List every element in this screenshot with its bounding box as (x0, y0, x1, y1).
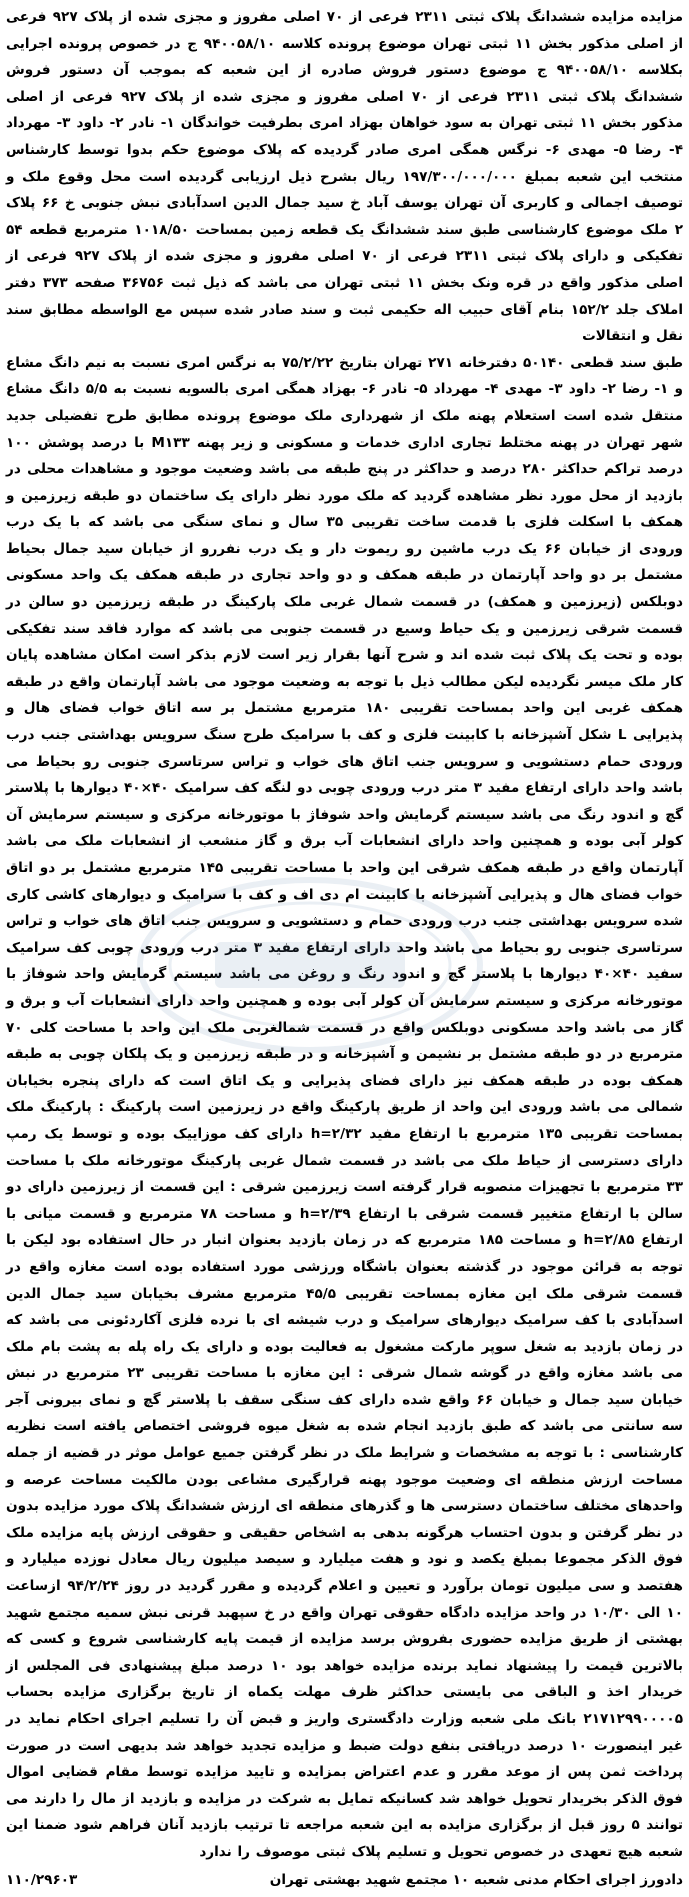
notice-footer (6, 1867, 683, 1893)
notice-body-text: مزایده مزایده ششدانگ پلاک ثبتی ۲۳۱۱ فرعی از ۷۰ اصلی مفروز و مجزی شده از پلاک ۹۲۷ فرعی از اصلی مذکور بخش ۱۱ ثبتی تهران موضوع پرونده کلاسه ۹۴۰۰۵۸/۱۰ ج در خصوص پرونده اجرایی بکلاسه ۹۴۰۰۵۸/۱۰ ج موضوع دستور فروش صادره از این شعبه که بموجب آن دستور فروش ششدانگ پلاک ثبتی ۲۳۱۱ فرعی از ۷۰ اصلی مفروز و مجزی شده از پلاک ۹۲۷ فرعی از اصلی مذکور بخش ۱۱ ثبتی تهران به سود خواهان بهزاد امری بطرفیت خواندگان ۱- نادر ۲- داود ۳- مهرداد ۴- رضا ۵- مهدی ۶- نرگس همگی امری صادر گردیده که پلاک موضوع حکم بدوا توسط کارشناس منتخب این شعبه بمبلغ ۱۹۷/۳۰۰/۰۰۰/۰۰۰ ریال بشرح ذیل ارزیابی گردیده است محل وقوع ملک و توصیف اجمالی و کاربری آن تهران یوسف آباد خ سید جمال الدین اسدآبادی نبش جنوبی خ ۶۶ پلاک ۲ ملک موضوع کارشناسی طبق سند ششدانگ یک قطعه زمین بمساحت ۱۰۱۸/۵۰ مترمربع قطعه ۵۴ تفکیکی و دارای پلاک ثبتی ۲۳۱۱ فرعی از ۷۰ اصلی مفروز و مجزی شده از پلاک ۹۲۷ فرعی از اصلی مذکور واقع در قره ونک بخش ۱۱ ثبتی تهران می باشد که ذیل ثبت ۳۶۷۵۶ صفحه ۳۷۳ دفتر املاک جلد ۱۵۲/۲ بنام آقای حبیب اله حکیمی ثبت و سند صادر شده سپس مع الواسطه مطابق سند نقل و انتقالات طبق سند قطعی ۵۰۱۴۰ دفترخانه ۲۷۱ تهران بتاریخ ۷۵/۲/۲۲ به نرگس امری نسبت به نیم دانگ مشاع و ۱- رضا ۲- داود ۳- مهدی ۴- مهرداد ۵- نادر ۶- بهزاد همگی امری بالسویه نسبت به ۵/۵ دانگ مشاع منتقل شده است استعلام پهنه ملک از شهرداری ملک موضوع پرونده مطابق طرح تفضیلی جدید شهر تهران در پهنه مختلط تجاری اداری خدمات و مسکونی و زیر پهنه M۱۳۳ با درصد پوشش ۱۰۰ درصد تراکم حداکثر ۲۸۰ درصد و حداکثر در پنج طبقه می باشد وضعیت موجود و مشاهدات محلی در بازدید از محل مورد نظر مشاهده گردید که ملک مورد نظر دارای یک ساختمان دو طبقه زیرزمین و همکف با اسکلت فلزی با قدمت ساخت تقریبی ۳۵ سال و نمای سنگی می باشد که با یک درب ورودی از خیابان ۶۶ یک درب ماشین رو ریموت دار و یک درب نفررو از خیابان سید جمال بحیاط مشتمل بر دو واحد آپارتمان در طبقه همکف و دو واحد تجاری در طبقه همکف یک واحد مسکونی دوبلکس (زیرزمین و همکف) در قسمت شمال غربی ملک پارکینگ در طبقه زیرزمین دو سالن در قسمت شرقی زیرزمین و یک حیاط وسیع در قسمت جنوبی می باشد که موارد فاقد سند تفکیکی بوده و تحت یک پلاک ثبت شده اند و شرح آنها بقرار زیر است لازم بذکر است امکان مشاهده پایان کار ملک میسر نگردیده لیکن مطالب ذیل با توجه به وضعیت موجود می باشد آپارتمان واقع در طبقه همکف غربی این واحد بمساحت تقریبی ۱۸۰ مترمربع مشتمل بر سه اتاق خواب فضای هال و پذیرایی L شکل آشپزخانه با کابینت فلزی و کف با سرامیک طرح سنگ سرویس بهداشتی جنب درب ورودی حمام دستشویی و سرویس جنب اتاق های خواب و تراس سرتاسری جنوبی رو بحیاط می باشد واحد دارای ارتفاع مفید ۳ متر درب ورودی چوبی دو لنگه کف سرامیک ۴۰×۴۰ دیوارها با پلاستر گچ و اندود رنگ می باشد سیستم گرمایش واحد شوفاژ با موتورخانه مرکزی و سیستم سرمایش آن کولر آبی بوده و همچنین واحد دارای انشعابات آب برق و گاز منشعب از انشعابات ملک می باشد آپارتمان واقع در طبقه همکف شرقی این واحد با مساحت تقریبی ۱۴۵ مترمربع مشتمل بر دو اتاق خواب فضای هال و پذیرایی آشپزخانه با کابینت ام دی اف و کف با سرامیک و دیوارهای کاشی کاری شده سرویس بهداشتی جنب درب ورودی حمام و دستشویی و سرویس جنب اتاق های خواب و تراس سرتاسری جنوبی رو بحیاط می باشد واحد دارای ارتفاع مفید ۳ متر درب ورودی چوبی کف سرامیک سفید ۴۰×۴۰ دیوارها با پلاستر گچ و اندود رنگ و روغن می باشد سیستم گرمایش واحد شوفاژ با موتورخانه مرکزی و سیستم سرمایش آن کولر آبی بوده و همچنین واحد دارای انشعابات آب و برق و گاز می باشد واحد مسکونی دوبلکس واقع در قسمت شمالغربی ملک این واحد با مساحت کلی ۷۰ مترمربع در دو طبقه مشتمل بر نشیمن و آشپزخانه و در طبقه زیرزمین و یک پلکان چوبی به طبقه همکف بوده در طبقه همکف نیز دارای فضای پذیرایی و یک اتاق است که دارای پنجره بخیابان شمالی می باشد ورودی این واحد از طریق پارکینگ واقع در زیرزمین است پارکینگ : پارکینگ ملک بمساحت تقریبی ۱۳۵ مترمربع با ارتفاع مفید h=۲/۳۲ دارای کف موزاییک بوده و توسط یک رمپ دارای دسترسی از حیاط ملک می باشد در قسمت شمال غربی پارکینگ موتورخانه ملک با مساحت ۳۳ مترمربع با تجهیزات منصوبه قرار گرفته است زیرزمین شرقی : این قسمت از زیرزمین دارای دو سالن با ارتفاع متغییر قسمت شرقی با ارتفاع h=۲/۳۹ و مساحت ۷۸ مترمربع و قسمت میانی با ارتفاع h=۲/۸۵ و مساحت ۱۸۵ مترمربع که در زمان بازدید بعنوان انبار در حال استفاده بود لیکن با توجه به قرائن موجود در گذشته بعنوان باشگاه ورزشی مورد استفاده بوده است مغازه واقع در قسمت شرقی ملک این مغازه بمساحت تقریبی ۴۵/۵ مترمربع مشرف بخیابان سید جمال الدین اسدآبادی با کف سرامیک دیوارهای سرامیک و درب شیشه ای با نرده فلزی آکاردئونی می باشد که در زمان بازدید به شغل سوپر مارکت مشغول به فعالیت بوده و دارای یک راه پله به پشت بام ملک می باشد مغازه واقع در گوشه شمال شرقی : این مغازه با مساحت تقریبی ۲۳ مترمربع در نبش خیابان سید جمال و خیابان ۶۶ واقع شده دارای کف سنگی سقف با پلاستر گچ و نمای بیرونی آجر سه سانتی می باشد که طبق بازدید انجام شده به شغل میوه فروشی اختصاص یافته است نظریه کارشناسی : با توجه به مشخصات و شرایط ملک در نظر گرفتن جمیع عوامل موثر در قضیه از جمله مساحت ارزش منطقه ای وضعیت موجود پهنه قرارگیری مشاعی بودن مالکیت مساحت عرصه و واحدهای مختلف ساختمان دسترسی ها و گذرهای منطقه ای ارزش ششدانگ پلاک مورد مزایده بدون در نظر گرفتن و بدون احتساب هرگونه بدهی به اشخاص حقیقی و حقوقی ارزش پایه مزایده ملک فوق الذکر مجموعا بمبلغ یکصد و نود و هفت میلیارد و سیصد میلیون ریال معادل نوزده میلیارد و هفتصد و سی میلیون تومان برآورد و تعیین و اعلام گردیده و مقرر گردید در روز ۹۴/۲/۲۴ ازساعت ۱۰ الی ۱۰/۳۰ در واحد مزایده دادگاه حقوقی تهران واقع در خ سپهبد قرنی نبش سمیه مجتمع شهید بهشتی از طریق مزایده حضوری بفروش برسد مزایده از قیمت پایه کارشناسی شروع و کسی که بالاترین قیمت را پیشنهاد نماید برنده مزایده خواهد بود ۱۰ درصد مبلغ پیشنهادی فی المجلس از خریدار اخذ و الباقی می بایستی حداکثر ظرف مهلت یکماه از تاریخ برگزاری مزایده بحساب ۲۱۷۱۲۹۹۰۰۰۰۵ بانک ملی شعبه وزارت دادگستری واریز و قبض آن را تسلیم اجرای احکام نماید در غیر اینصورت ۱۰ درصد دریافتی بنفع دولت ضبط و مزایده تجدید خواهد شد بدیهی است در صورت پرداخت ثمن پس از موعد مقرر و عدم اعتراض بمزایده و تایید مزایده توسط مقام قضایی اموال فوق الذکر بخریدار تحویل خواهد شد کسانیکه تمایل به شرکت در مزایده و بازدید از مال را دارند می توانند ۵ روز قبل از برگزاری مزایده به این شعبه مراجعه تا ترتیب بازدید آنان فراهم شود ضمنا این شعبه هیچ تعهدی در خصوص تحویل و تسلیم پلاک ثبتی موصوف را ندارد (6, 9, 684, 1860)
signature-line: دادورز اجرای احکام مدنی شعبه ۱۰ مجتمع شهید بهشتی تهران (269, 1872, 683, 1888)
reference-number: ۱۱۰/۲۹۶۰۳ (6, 1872, 78, 1888)
